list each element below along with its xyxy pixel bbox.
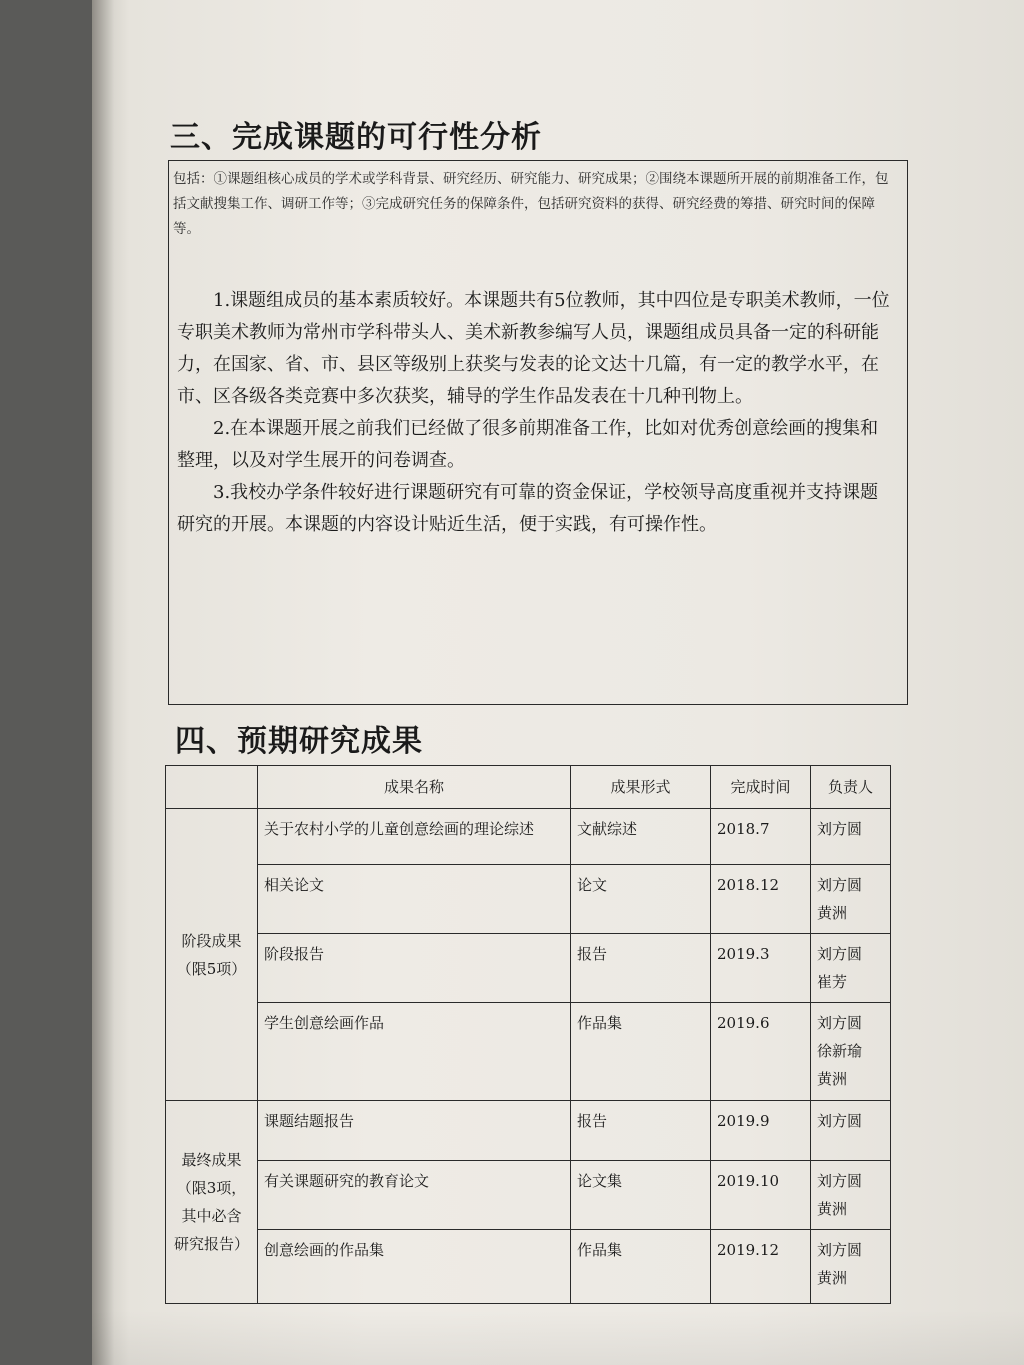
table-header-row: [166, 766, 891, 809]
row-name: 相关论文: [258, 865, 571, 934]
table-row: [166, 934, 891, 1003]
page-binding-shadow: [92, 0, 114, 1365]
row-owner: 刘方圆 黄洲: [811, 1161, 891, 1230]
feasibility-body: [177, 285, 895, 541]
row-form: 论文: [571, 865, 711, 934]
row-name: 关于农村小学的儿童创意绘画的理论综述: [258, 809, 571, 865]
table-row: [166, 809, 891, 865]
feasibility-paragraph-1: 1.课题组成员的基本素质较好。本课题共有5位教师，其中四位是专职美术教师，一位专职美术教师为常州市学科带头人、美术新教参编写人员，课题组成员具备一定的科研能力，在国家、省、市、县区等级别上获奖与发表的论文达十几篇，有一定的教学水平，在市、区各级各类竞赛中多次获奖，辅导的学生作品发表在十几种刊物上。: [177, 290, 890, 407]
section4-title: 四、预期研究成果: [175, 724, 423, 759]
row-form: 作品集: [571, 1003, 711, 1101]
section3-title: 三、完成课题的可行性分析: [170, 120, 542, 155]
results-table: [165, 765, 891, 1304]
header-name: 成果名称: [258, 766, 571, 809]
row-name: 有关课题研究的教育论文: [258, 1161, 571, 1230]
row-form: 论文集: [571, 1161, 711, 1230]
row-form: 报告: [571, 1101, 711, 1161]
row-time: 2019.10: [711, 1161, 811, 1230]
row-name: 阶段报告: [258, 934, 571, 1003]
row-form: 文献综述: [571, 809, 711, 865]
stage-results-label: 阶段成果 （限5项）: [166, 809, 258, 1101]
row-form: 报告: [571, 934, 711, 1003]
row-owner: 刘方圆: [811, 1101, 891, 1161]
feasibility-paragraph-2: 2.在本课题开展之前我们已经做了很多前期准备工作，比如对优秀创意绘画的搜集和整理，以及对学生展开的问卷调查。: [177, 418, 879, 471]
row-time: 2018.12: [711, 865, 811, 934]
header-owner: 负责人: [811, 766, 891, 809]
feasibility-box: [168, 160, 908, 705]
header-time: 完成时间: [711, 766, 811, 809]
final-results-label: 最终成果 （限3项， 其中必含 研究报告）: [166, 1101, 258, 1304]
row-name: 学生创意绘画作品: [258, 1003, 571, 1101]
feasibility-paragraph-3: 3.我校办学条件较好进行课题研究有可靠的资金保证，学校领导高度重视并支持课题研究的开展。本课题的内容设计贴近生活，便于实践，有可操作性。: [177, 482, 879, 535]
row-name: 课题结题报告: [258, 1101, 571, 1161]
row-time: 2019.9: [711, 1101, 811, 1161]
table-row: [166, 865, 891, 934]
row-time: 2019.6: [711, 1003, 811, 1101]
table-row: [166, 1101, 891, 1161]
row-time: 2019.12: [711, 1230, 811, 1304]
row-owner: 刘方圆: [811, 809, 891, 865]
table-row: [166, 1161, 891, 1230]
row-owner: 刘方圆 崔芳: [811, 934, 891, 1003]
row-owner: 刘方圆 徐新瑜 黄洲: [811, 1003, 891, 1101]
row-name: 创意绘画的作品集: [258, 1230, 571, 1304]
row-owner: 刘方圆 黄洲: [811, 1230, 891, 1304]
page-bottom-shadow: [92, 1310, 1024, 1365]
row-time: 2019.3: [711, 934, 811, 1003]
table-row: [166, 1003, 891, 1101]
header-form: 成果形式: [571, 766, 711, 809]
row-owner: 刘方圆 黄洲: [811, 865, 891, 934]
header-blank: [166, 766, 258, 809]
row-time: 2018.7: [711, 809, 811, 865]
table-row: [166, 1230, 891, 1304]
row-form: 作品集: [571, 1230, 711, 1304]
feasibility-hint: 包括：①课题组核心成员的学术或学科背景、研究经历、研究能力、研究成果；②围绕本课题所开展的前期准备工作，包括文献搜集工作、调研工作等；③完成研究任务的保障条件，包括研究资料的获得、研究经费的筹措、研究时间的保障等。: [173, 171, 889, 237]
